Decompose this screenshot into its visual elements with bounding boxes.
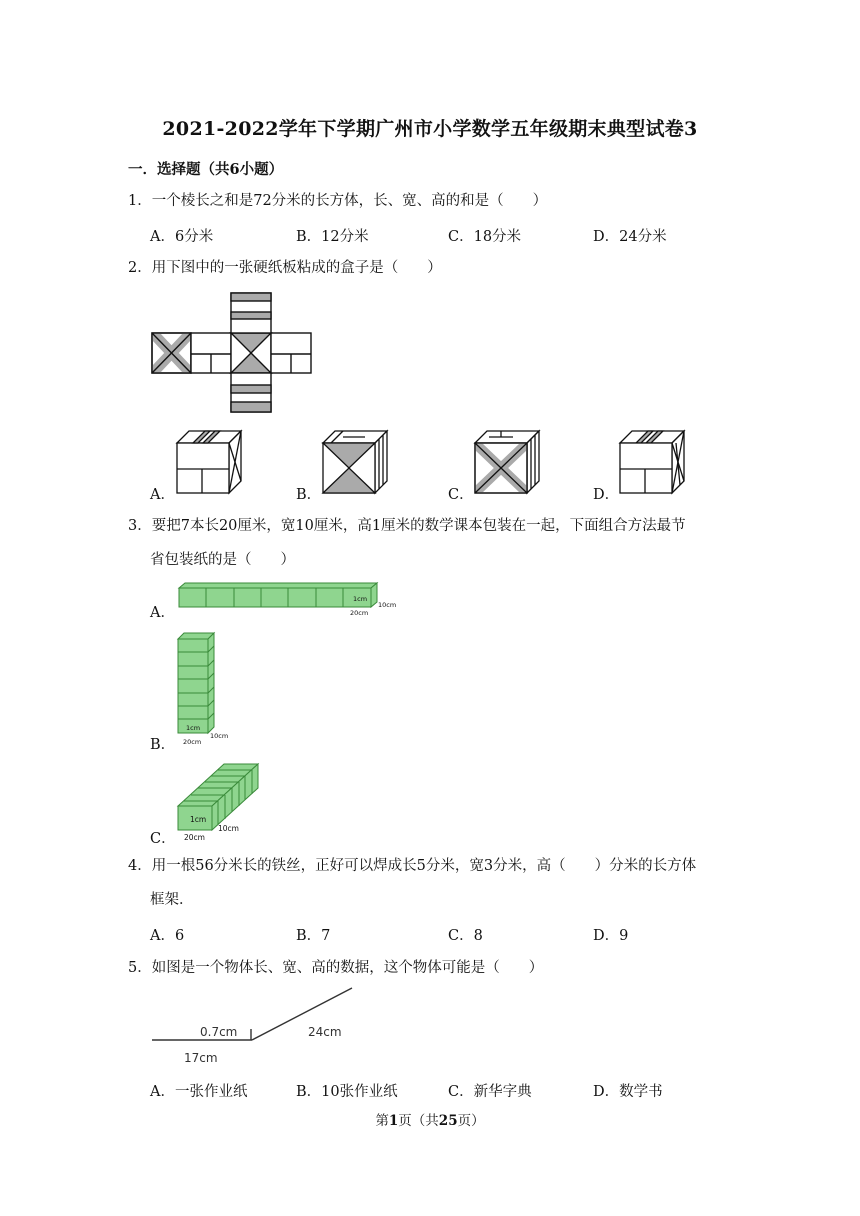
q3c-height-label: 1cm xyxy=(190,815,207,824)
q2-cube-a xyxy=(175,429,243,495)
q4-option-a: A．6 xyxy=(150,928,185,944)
q1-option-b: B．12分米 xyxy=(296,229,369,245)
q5-width-label: 24cm xyxy=(308,1025,342,1039)
section-heading: 一．选择题（共6小题） xyxy=(128,161,284,178)
footer-suffix: 页） xyxy=(457,1113,485,1129)
page-title: 2021-2022学年下学期广州市小学数学五年级期末典型试卷3 xyxy=(162,118,698,140)
q2-cube-b xyxy=(321,429,389,495)
q4-option-b: B．7 xyxy=(296,928,331,944)
q3-option-c: C． xyxy=(150,831,176,847)
footer-total-pages: 25 xyxy=(438,1113,458,1129)
q5-option-c: C．新华字典 xyxy=(448,1084,532,1100)
footer-page-number: 1 xyxy=(388,1113,399,1129)
q2-option-a: A． xyxy=(150,487,175,503)
q3c-length-label: 20cm xyxy=(184,833,205,842)
question-5-text: 5．如图是一个物体长、宽、高的数据，这个物体可能是（ ） xyxy=(128,960,544,976)
q2-option-c: C． xyxy=(448,487,474,503)
q3a-height-label: 1cm xyxy=(353,595,368,603)
q2-option-b: B． xyxy=(296,487,322,503)
q3a-length-label: 20cm xyxy=(350,609,369,617)
q3b-height-label: 1cm xyxy=(186,724,201,732)
q5-length-label: 17cm xyxy=(184,1051,218,1065)
q1-option-a: A．6分米 xyxy=(150,229,214,245)
q1-option-d: D．24分米 xyxy=(593,229,667,245)
question-1-text: 1．一个棱长之和是72分米的长方体，长、宽、高的和是（ ） xyxy=(128,193,548,209)
question-2-text: 2．用下图中的一张硬纸板粘成的盒子是（ ） xyxy=(128,260,442,276)
footer-prefix: 第 xyxy=(375,1113,389,1129)
q4-option-c: C．8 xyxy=(448,928,483,944)
q5-option-b: B．10张作业纸 xyxy=(296,1084,398,1100)
q3-option-a: A． xyxy=(150,605,175,621)
q3a-width-label: 10cm xyxy=(378,601,397,609)
question-4-text-line1: 4．用一根56分米长的铁丝，正好可以焊成长5分米，宽3分米，高（ ）分米的长方体 xyxy=(128,858,697,874)
q2-cube-c xyxy=(473,429,541,495)
page-footer xyxy=(0,1109,860,1129)
q5-option-d: D．数学书 xyxy=(593,1084,663,1100)
q5-option-a: A．一张作业纸 xyxy=(150,1084,248,1100)
q4-option-d: D．9 xyxy=(593,928,629,944)
cube-net-figure xyxy=(150,292,314,414)
q3b-length-label: 20cm xyxy=(183,738,202,746)
q3-books-stack-figure xyxy=(176,630,236,748)
question-4-text-line2: 框架． xyxy=(150,892,194,908)
q3-books-row-figure xyxy=(176,580,398,620)
q1-option-c: C．18分米 xyxy=(448,229,522,245)
footer-mid: 页（共 xyxy=(398,1113,439,1129)
q2-option-d: D． xyxy=(593,487,620,503)
q2-cube-d xyxy=(618,429,686,495)
q5-height-label: 0.7cm xyxy=(200,1025,238,1039)
q3-option-b: B． xyxy=(150,737,176,753)
q3b-width-label: 10cm xyxy=(210,732,229,740)
q5-dimension-figure xyxy=(150,985,360,1069)
question-3-text-line1: 3．要把7本长20厘米，宽10厘米，高1厘米的数学课本包装在一起，下面组合方法最节 xyxy=(128,518,686,534)
question-3-text-line2: 省包装纸的是（ ） xyxy=(150,552,295,568)
q3-books-flat-figure xyxy=(176,760,266,842)
q3c-width-label: 10cm xyxy=(218,824,239,833)
